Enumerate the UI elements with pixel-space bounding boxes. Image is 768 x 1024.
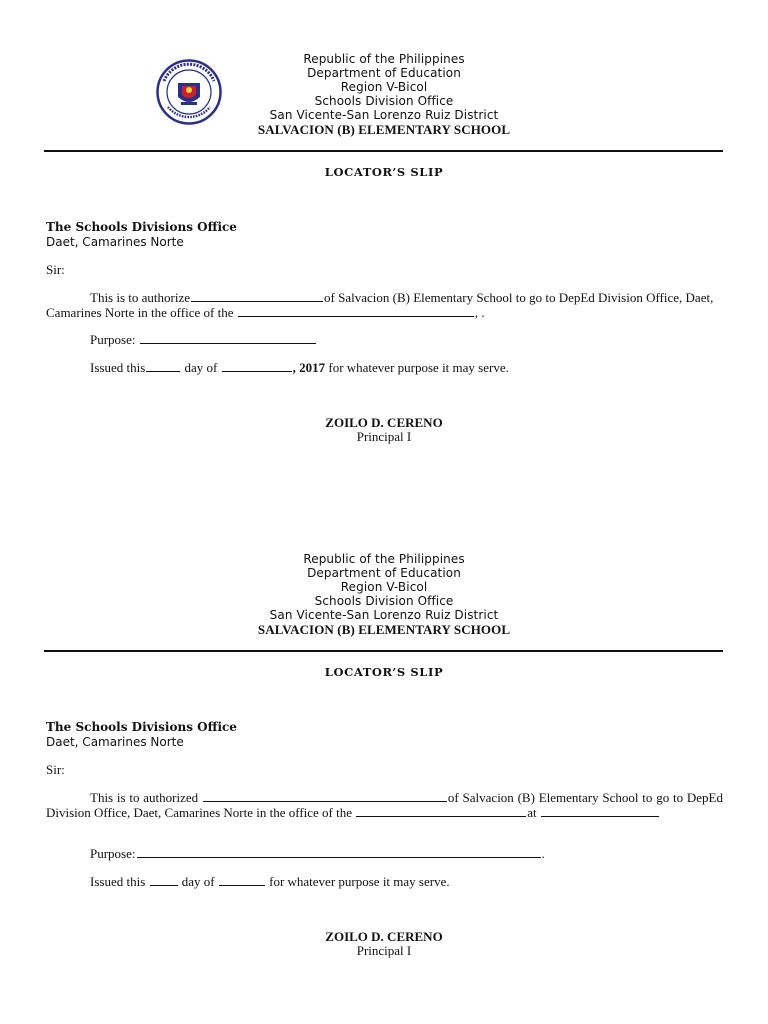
header-line-division: Schools Division Office xyxy=(314,593,454,608)
month-blank[interactable] xyxy=(222,361,292,372)
header-line-republic: Republic of the Philippines xyxy=(303,552,465,566)
issued-text-end: for whatever purpose it may serve. xyxy=(269,874,450,889)
issued-text: Issued this xyxy=(90,360,146,375)
name-blank[interactable] xyxy=(191,291,323,302)
slip-title: LOCATOR’S SLIP xyxy=(324,165,444,179)
at-text: at xyxy=(527,805,537,820)
salutation: Sir: xyxy=(46,762,65,777)
authorize-text-end: , . xyxy=(474,305,485,320)
purpose-blank[interactable] xyxy=(137,847,541,858)
purpose-blank[interactable] xyxy=(140,333,316,344)
authorization-paragraph xyxy=(46,290,723,320)
school-name: SALVACION (B) ELEMENTARY SCHOOL xyxy=(257,121,511,137)
addressee-address: Daet, Camarines Norte xyxy=(46,234,184,249)
purpose-end: . xyxy=(541,846,545,861)
header-line-department: Department of Education xyxy=(307,65,461,80)
authorize-text-cont: of Salvacion (B) Elementary School to go to DepEd Division Office, Daet, Camarines Norte in the office of the xyxy=(46,290,714,320)
authorize-text: This is to authorized xyxy=(90,790,199,805)
letterhead xyxy=(0,553,768,636)
authorize-text-cont: of Salvacion (B) Elementary School to go to DepEd Division Office, Daet, Camarines Norte in the office of the xyxy=(46,790,723,820)
purpose-line xyxy=(90,332,317,348)
office-blank[interactable] xyxy=(356,806,526,817)
day-blank[interactable] xyxy=(146,361,180,372)
header-divider xyxy=(44,650,723,652)
purpose-label: Purpose: xyxy=(90,332,136,347)
addressee-address: Daet, Camarines Norte xyxy=(46,734,184,749)
office-blank[interactable] xyxy=(238,306,474,317)
authorize-text: This is to authorize xyxy=(90,290,191,305)
header-line-division: Schools Division Office xyxy=(314,93,454,108)
signature-block xyxy=(0,930,768,958)
issued-text-end: for whatever purpose it may serve. xyxy=(328,360,509,375)
addressee-block xyxy=(46,220,237,249)
locator-slip-1 xyxy=(0,0,768,500)
signatory-name: ZOILO D. CERENO xyxy=(325,929,443,944)
month-blank[interactable] xyxy=(219,875,265,886)
addressee-name: The Schools Divisions Office xyxy=(46,220,237,234)
location-blank[interactable] xyxy=(541,806,659,817)
issued-text: Issued this xyxy=(90,874,146,889)
issued-line xyxy=(90,360,509,376)
authorization-paragraph xyxy=(46,790,723,820)
issued-line xyxy=(90,874,450,890)
header-line-republic: Republic of the Philippines xyxy=(303,52,465,66)
header-divider xyxy=(44,150,723,152)
purpose-line xyxy=(90,846,545,862)
letterhead xyxy=(0,53,768,136)
day-blank[interactable] xyxy=(150,875,178,886)
day-of-text: day of xyxy=(184,360,218,375)
addressee-name: The Schools Divisions Office xyxy=(46,720,237,734)
slip-title: LOCATOR’S SLIP xyxy=(324,665,444,679)
addressee-block xyxy=(46,720,237,749)
signature-block xyxy=(0,416,768,444)
salutation: Sir: xyxy=(46,262,65,277)
signatory-position: Principal I xyxy=(356,429,412,444)
locator-slip-2 xyxy=(0,500,768,1000)
header-line-region: Region V-Bicol xyxy=(340,79,428,94)
name-blank[interactable] xyxy=(203,791,447,802)
school-name: SALVACION (B) ELEMENTARY SCHOOL xyxy=(257,621,511,637)
header-line-department: Department of Education xyxy=(307,565,461,580)
signatory-name: ZOILO D. CERENO xyxy=(325,415,443,430)
purpose-label: Purpose: xyxy=(90,846,136,861)
header-line-district: San Vicente-San Lorenzo Ruiz District xyxy=(269,107,499,122)
signatory-position: Principal I xyxy=(356,943,412,958)
day-of-text: day of xyxy=(181,874,215,889)
header-line-district: San Vicente-San Lorenzo Ruiz District xyxy=(269,607,499,622)
header-line-region: Region V-Bicol xyxy=(340,579,428,594)
issued-year: , 2017 xyxy=(292,360,326,375)
